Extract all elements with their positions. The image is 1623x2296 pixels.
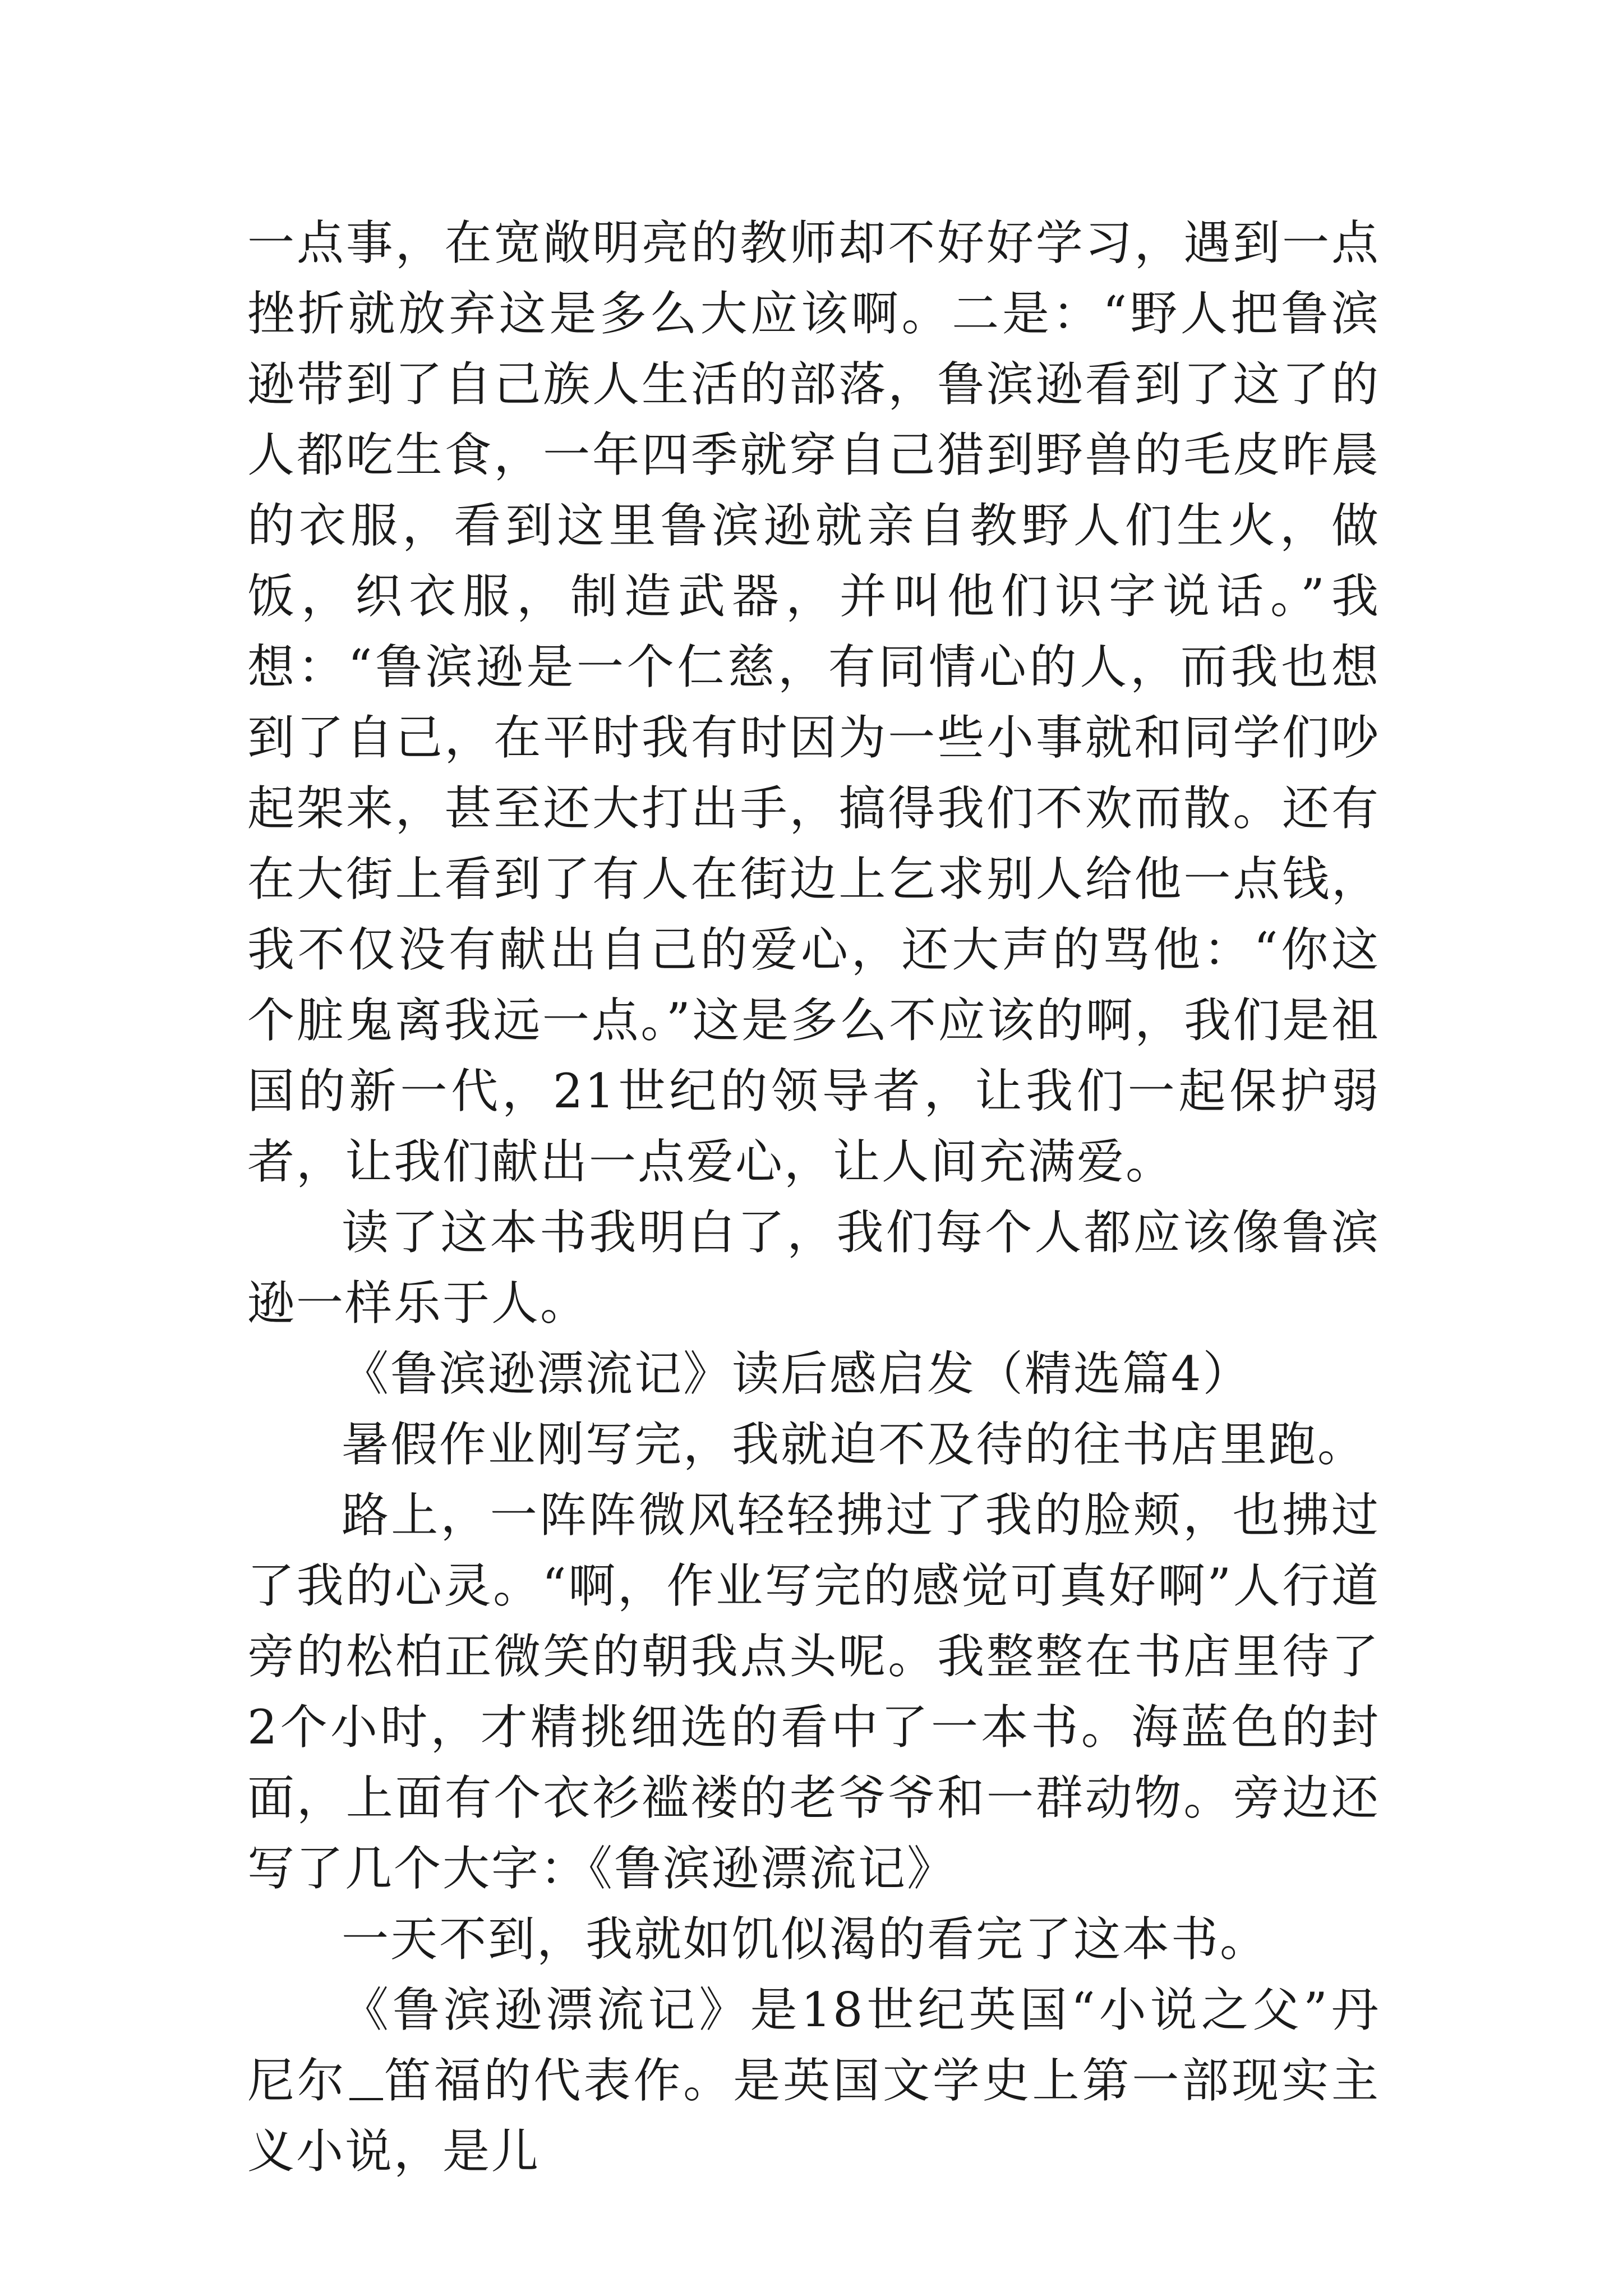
section-heading: 《鲁滨逊漂流记》读后感启发（精选篇4） [342,1346,1252,1401]
paragraph [247,1975,1380,2187]
document-body [247,208,1380,2187]
paragraph: 暑假作业刚写完，我就迫不及待的往书店里跑。 [342,1417,1367,1472]
paragraph-text-after-blank: 笛福的代表作。是英国文学史上第一部现实主义小说，是儿 [247,2053,1380,2179]
blank-underline [349,2098,383,2100]
paragraph: 路上，一阵阵微风轻轻拂过了我的脸颊，也拂过了我的心灵。“啊，作业写完的感觉可真好啊”人行道旁的松柏正微笑的朝我点头呢。我整整在书店里待了2个小时，才精挑细选的看中了一本书。海蓝色的封面，上面有个衣衫褴褛的老爷爷和一群动物。旁边还写了几个大字：《鲁滨逊漂流记》 [247,1488,1380,1896]
paragraph-conclusion: 读了这本书我明白了，我们每个人都应该像鲁滨逊一样乐于人。 [247,1205,1380,1331]
paragraph-continuation: 一点事，在宽敞明亮的教师却不好好学习，遇到一点挫折就放弃这是多么大应该啊。二是：“野人把鲁滨逊带到了自己族人生活的部落，鲁滨逊看到了这了的人都吃生食，一年四季就穿自己猎到野兽的毛皮昨晨的衣服，看到这里鲁滨逊就亲自教野人们生火，做饭，织衣服，制造武器，并叫他们识字说话。”我想：“鲁滨逊是一个仁慈，有同情心的人，而我也想到了自己，在平时我有时因为一些小事就和同学们吵起架来，甚至还大打出手，搞得我们不欢而散。还有在大街上看到了有人在街边上乞求别人给他一点钱，我不仅没有献出自己的爱心，还大声的骂他：“你这个脏鬼离我远一点。”这是多么不应该的啊，我们是祖国的新一代，21世纪的领导者，让我们一起保护弱者，让我们献出一点爱心，让人间充满爱。 [247,215,1380,1189]
paragraph: 一天不到，我就如饥似渴的看完了这本书。 [342,1912,1269,1967]
paragraph-text-before-blank: 《鲁滨逊漂流记》是18世纪英国“小说之父”丹尼尔 [247,1982,1380,2108]
